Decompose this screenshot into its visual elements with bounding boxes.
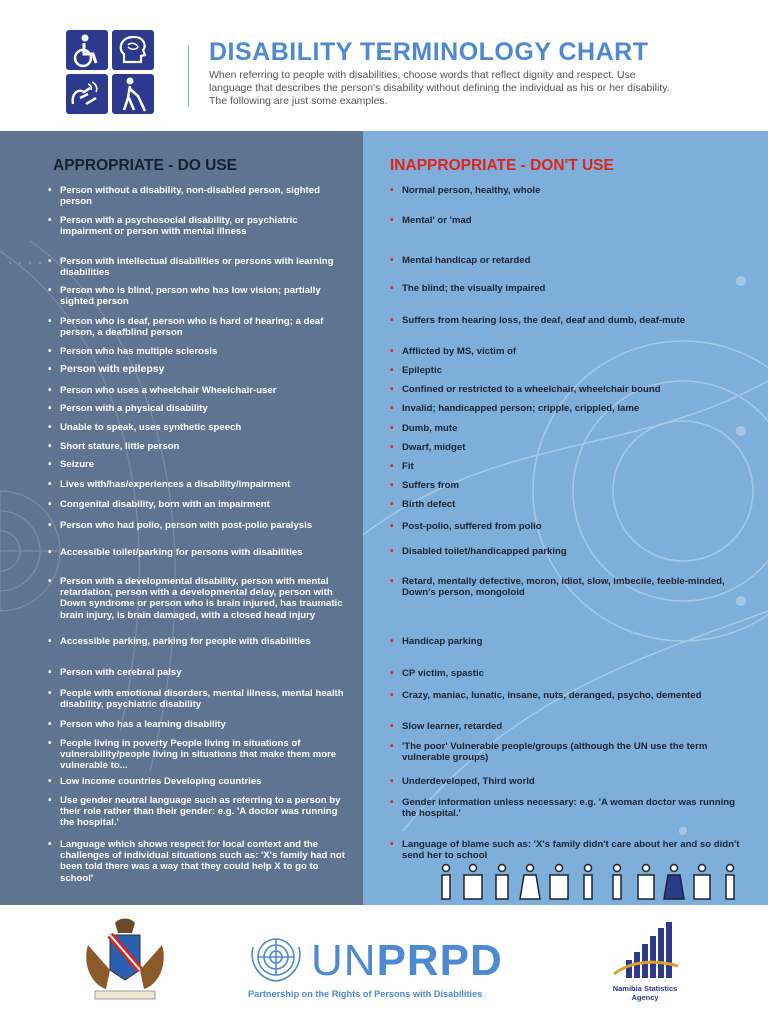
inappropriate-item: • Birth defect — [390, 499, 456, 510]
appropriate-heading: APPROPRIATE - DO USE — [53, 157, 238, 174]
appropriate-item: • Person with cerebral palsy — [48, 667, 182, 678]
appropriate-item: • Use gender neutral language such as referring to a person by their role rather than their gender: e.g. 'A doctor was running the hospital.' — [48, 795, 341, 829]
appropriate-item: • People with emotional disorders, mental illness, mental health disability, psychiatric disability — [48, 688, 344, 711]
intro-text: When referring to people with disabilities, choose words that reflect dignity and respect. Use language that describes the person's disability without defining the individual as his or her disability. The following are just some examples. — [209, 69, 670, 107]
inappropriate-item: • 'The poor' Vulnerable people/groups (although the UN use the term vulnerable groups) — [390, 741, 708, 764]
appropriate-item: • Person who has multiple sclerosis — [48, 346, 218, 357]
inappropriate-item: • The blind; the visually impaired — [390, 283, 546, 294]
appropriate-item: • Accessible parking, parking for people with disabilities — [48, 636, 311, 647]
inappropriate-item: • Suffers from hearing loss, the deaf, deaf and dumb, deaf-mute — [390, 315, 686, 326]
appropriate-panel — [0, 131, 363, 905]
nsa-agency-name: Namibia Statistics Agency — [612, 984, 678, 1002]
un-emblem-icon — [247, 933, 305, 985]
inappropriate-item: • Underdeveloped, Third world — [390, 776, 535, 787]
inappropriate-item: • Mental handicap or retarded — [390, 255, 531, 266]
appropriate-item: • Person who is deaf, person who is hard of hearing; a deaf person, a deafblind person — [48, 316, 324, 339]
inappropriate-item: • Language of blame such as: 'X's family didn't care about her and so didn't send her to school — [390, 839, 740, 862]
appropriate-item: • Unable to speak, uses synthetic speech — [48, 422, 242, 433]
page-title: DISABILITY TERMINOLOGY CHART — [209, 38, 649, 66]
inappropriate-item: • Disabled toilet/handicapped parking — [390, 546, 567, 557]
appropriate-item: • Person with a psychosocial disability, or psychiatric impairment or person with mental illness — [48, 215, 298, 238]
inappropriate-item: • Slow learner, retarded — [390, 721, 503, 732]
inappropriate-heading: INAPPROPRIATE - DON'T USE — [390, 157, 614, 174]
inappropriate-item: • Handicap parking — [390, 636, 483, 647]
decorative-arcs — [363, 131, 768, 905]
wheelchair-icon — [66, 30, 108, 70]
appropriate-item: • Person who is blind, person who has low vision; partially sighted person — [48, 285, 321, 308]
inappropriate-panel — [363, 131, 768, 905]
sign-language-icon — [66, 74, 108, 114]
appropriate-item: • Person with intellectual disabilities or persons with learning disabilities — [48, 256, 334, 279]
inappropriate-item: • Retard, mentally defective, moron, idiot, slow, imbecile, feeble-minded, Down's person, mongoloid — [390, 576, 725, 599]
appropriate-item: • Seizure — [48, 459, 95, 470]
appropriate-item: • Person without a disability, non-disabled person, sighted person — [48, 185, 320, 208]
blind-person-icon — [112, 74, 154, 114]
disability-icons-grid — [66, 30, 154, 114]
namibia-coat-of-arms-icon — [80, 915, 170, 1005]
inappropriate-item: • Suffers from — [390, 480, 460, 491]
inappropriate-item: • Crazy, maniac, lunatic, insane, nuts, deranged, psycho, demented — [390, 690, 702, 701]
appropriate-item: • Person who had polio, person with post-polio paralysis — [48, 520, 313, 531]
inappropriate-item: • Post-polio, suffered from polio — [390, 521, 542, 532]
appropriate-item: • Person who uses a wheelchair Wheelchair-user — [48, 385, 277, 396]
inappropriate-item: • Fit — [390, 461, 414, 472]
inappropriate-item: • Invalid; handicapped person; cripple, crippled, lame — [390, 403, 640, 414]
brain-icon — [112, 30, 154, 70]
inappropriate-item: • Gender information unless necessary: e.g. 'A woman doctor was running the hospital.' — [390, 797, 735, 820]
appropriate-item: • People living in poverty People living in situations of vulnerability/people living in situations that make them more vulnerable to... — [48, 738, 337, 772]
inappropriate-item: • Afflicted by MS, victim of — [390, 346, 517, 357]
inappropriate-item: • Normal person, healthy, whole — [390, 185, 541, 196]
nsa-bar-chart-logo-icon — [612, 920, 682, 982]
unprpd-tagline: Partnership on the Rights of Persons with Disabilities — [248, 989, 483, 999]
inappropriate-item: • Epileptic — [390, 365, 442, 376]
header-divider — [188, 45, 189, 107]
appropriate-item: • Lives with/has/experiences a disability/impairment — [48, 479, 291, 490]
appropriate-item: • Congenital disability, born with an impairment — [48, 499, 270, 510]
unprpd-logo-text: UNPRPD — [311, 936, 503, 985]
inappropriate-item: • Mental' or 'mad — [390, 215, 472, 226]
appropriate-item: • Low income countries Developing countries — [48, 776, 262, 787]
appropriate-item: • Person with epilepsy — [48, 363, 165, 375]
inappropriate-item: • Confined or restricted to a wheelchair, wheelchair bound — [390, 384, 661, 395]
inappropriate-item: • CP victim, spastic — [390, 668, 484, 679]
inappropriate-item: • Dwarf, midget — [390, 442, 466, 453]
appropriate-item: • Person who has a learning disability — [48, 719, 226, 730]
appropriate-item: • Accessible toilet/parking for persons with disabilities — [48, 547, 303, 558]
appropriate-item: • Language which shows respect for local context and the challenges of individual situations such as: 'X's family had not been told there was a way that they could help X to go to school' — [48, 839, 345, 884]
appropriate-item: • Person with a developmental disability, person with mental retardation, person with a developmental delay, person with Down syndrome or person who is brain injured, has traumatic brain injury, is brain damaged, with a closed head injury — [48, 576, 343, 621]
inappropriate-item: • Dumb, mute — [390, 423, 458, 434]
appropriate-item: • Short stature, little person — [48, 441, 180, 452]
un-emblem-watermark — [0, 131, 363, 905]
people-figures-row — [440, 862, 740, 902]
appropriate-item: • Person with a physical disability — [48, 403, 208, 414]
